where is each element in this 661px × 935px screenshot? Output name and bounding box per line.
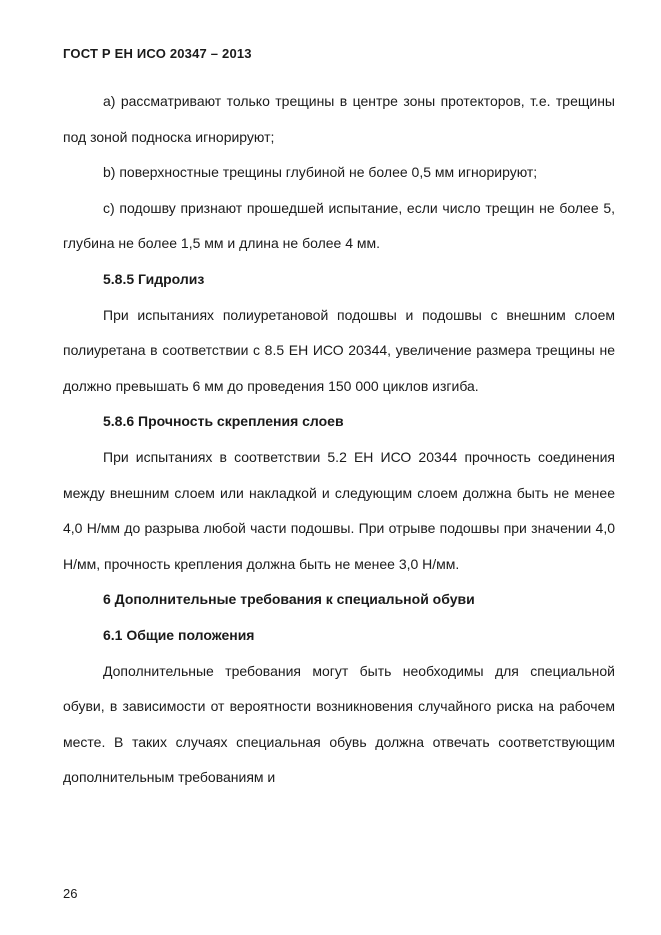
section-heading-5-8-5: 5.8.5 Гидролиз — [103, 270, 205, 287]
section-paragraph-5-8-5: При испытаниях полиуретановой подошвы и подошвы с внешним слоем полиуретана в соответствии с 8.5 ЕН ИСО 20344, увеличение размера трещины не должно превышать 6 мм до проведения 150 000 циклов изгиба. — [63, 306, 615, 394]
list-item-c: с) подошву признают прошедшей испытание, если число трещин не более 5, глубина не более 1,5 мм и длина не более 4 мм. — [63, 199, 615, 252]
section-paragraph-5-8-6: При испытаниях в соответствии 5.2 ЕН ИСО 20344 прочность соединения между внешним слоем или накладкой и следующим слоем должна быть не менее 4,0 Н/мм до разрыва любой части подошвы. При отрыве подошвы при значении 4,0 Н/мм, прочность крепления должна быть не менее 3,0 Н/мм. — [63, 448, 615, 572]
section-heading-5-8-6: 5.8.6 Прочность скрепления слоев — [103, 413, 344, 430]
page-number: 26 — [63, 886, 78, 901]
list-item-a: а) рассматривают только трещины в центре зоны протекторов, т.е. трещины под зоной подноска игнорируют; — [63, 93, 615, 145]
section-paragraph-6-1: Дополнительные требования могут быть необходимы для специальной обуви, в зависимости от вероятности возникновения случайного риска на рабочем месте. В таких случаях специальная обувь должна отвечать соответствующим дополнительным требованиям и — [63, 662, 615, 786]
document-header: ГОСТ Р ЕН ИСО 20347 – 2013 — [63, 46, 252, 61]
list-item-b: b) поверхностные трещины глубиной не более 0,5 мм игнорируют; — [103, 164, 538, 181]
document-body — [63, 84, 615, 796]
section-heading-6: 6 Дополнительные требования к специальной обуви — [103, 591, 475, 608]
section-heading-6-1: 6.1 Общие положения — [103, 626, 255, 643]
